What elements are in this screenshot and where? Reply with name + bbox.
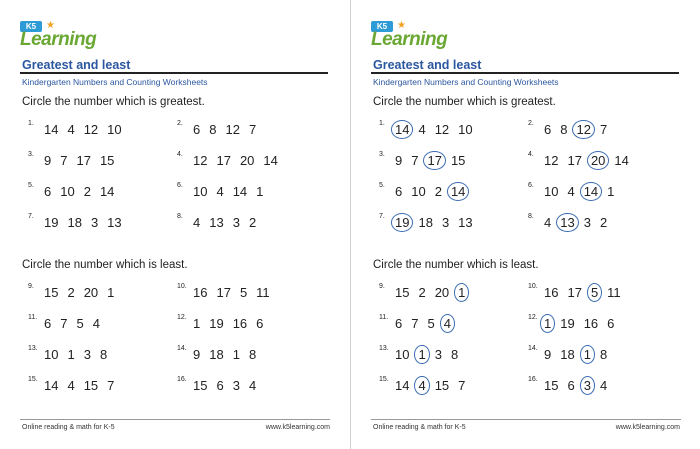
number-option: 5 (76, 316, 84, 331)
number-option: 1 (607, 184, 615, 199)
logo-wordmark: Learning (20, 29, 97, 50)
number-option: 10 (44, 347, 59, 362)
number-option: 6 (544, 122, 552, 137)
number-option: 6 (607, 316, 615, 331)
number-set (44, 347, 116, 362)
worksheet-subtitle: Kindergarten Numbers and Counting Worksheets (22, 77, 208, 87)
number-option: 7 (107, 378, 115, 393)
number-option: 1 (67, 347, 75, 362)
k5-learning-logo (371, 20, 471, 50)
number-option: 15 (450, 153, 466, 168)
footer-website: www.k5learning.com (265, 424, 330, 431)
problem-number: 10. (177, 283, 187, 290)
circled-answer: 19 (391, 213, 413, 232)
problem-number: 16. (528, 376, 538, 383)
number-option: 17 (567, 153, 582, 168)
problem-number: 11. (379, 314, 389, 321)
number-option: 17 (216, 285, 231, 300)
number-option: 9 (44, 153, 52, 168)
number-option: 7 (411, 153, 419, 168)
number-option: 6 (395, 316, 403, 331)
number-option: 5 (239, 285, 248, 300)
circled-answer: 13 (556, 213, 578, 232)
number-option: 7 (248, 122, 257, 137)
number-option: 17 (567, 285, 582, 300)
number-option: 4 (599, 378, 608, 393)
footer-tagline: Online reading & math for K-5 (22, 424, 115, 431)
number-set (544, 184, 623, 201)
problem-number: 12. (177, 314, 187, 321)
number-set (544, 285, 630, 302)
number-option: 18 (560, 347, 575, 362)
worksheet-title: Greatest and least (373, 58, 482, 72)
problem-number: 5. (28, 182, 34, 189)
problem-number: 8. (528, 213, 534, 220)
number-option: 15 (99, 153, 115, 168)
number-option: 17 (216, 153, 231, 168)
number-option: 8 (599, 347, 608, 362)
number-set (395, 153, 474, 170)
number-set (44, 316, 109, 331)
star-icon: ★ (46, 20, 55, 31)
number-option: 6 (44, 316, 52, 331)
number-option: 6 (567, 378, 575, 393)
circled-answer: 20 (587, 151, 609, 170)
number-option: 14 (614, 153, 629, 168)
number-option: 20 (434, 285, 450, 300)
number-set (193, 153, 287, 168)
number-option: 3 (232, 378, 240, 393)
number-option: 8 (560, 122, 568, 137)
number-option: 16 (232, 316, 248, 331)
problem-number: 10. (528, 283, 538, 290)
number-option: 10 (60, 184, 75, 199)
number-option: 4 (248, 378, 257, 393)
instruction-least: Circle the number which is least. (373, 259, 539, 271)
problem-number: 2. (528, 120, 534, 127)
problem-number: 14. (177, 345, 187, 352)
number-option: 8 (99, 347, 108, 362)
number-option: 20 (83, 285, 99, 300)
number-option: 1 (107, 285, 115, 300)
circled-answer: 12 (572, 120, 594, 139)
number-option: 13 (209, 215, 224, 230)
logo-wordmark: Learning (371, 29, 448, 50)
problem-number: 13. (379, 345, 389, 352)
instruction-least: Circle the number which is least. (22, 259, 188, 271)
number-option: 2 (418, 285, 426, 300)
number-set (44, 153, 123, 168)
number-option: 2 (67, 285, 75, 300)
footer-divider (20, 419, 330, 420)
number-option: 14 (232, 184, 248, 199)
problem-number: 1. (28, 120, 34, 127)
number-option: 4 (567, 184, 575, 199)
number-set (395, 285, 474, 302)
number-option: 15 (193, 378, 208, 393)
problem-number: 13. (28, 345, 38, 352)
number-option: 4 (418, 122, 426, 137)
number-option: 16 (544, 285, 559, 300)
number-set (44, 122, 131, 137)
number-option: 3 (583, 215, 591, 230)
title-divider (20, 72, 328, 74)
problem-number: 15. (28, 376, 38, 383)
number-set (193, 347, 265, 362)
circled-answer: 5 (587, 283, 602, 302)
number-option: 4 (67, 378, 75, 393)
problem-number: 9. (379, 283, 385, 290)
circled-answer: 1 (414, 345, 429, 364)
number-option: 9 (544, 347, 552, 362)
number-option: 6 (216, 378, 224, 393)
number-option: 5 (427, 316, 435, 331)
number-option: 10 (107, 122, 122, 137)
number-option: 16 (583, 316, 599, 331)
number-option: 8 (450, 347, 459, 362)
number-option: 6 (256, 316, 264, 331)
number-option: 4 (544, 215, 552, 230)
number-option: 19 (209, 316, 224, 331)
number-option: 3 (90, 215, 99, 230)
number-option: 7 (60, 153, 68, 168)
problem-number: 8. (177, 213, 183, 220)
number-option: 12 (83, 122, 99, 137)
problem-number: 12. (528, 314, 538, 321)
number-set (395, 316, 460, 333)
problem-number: 1. (379, 120, 385, 127)
circled-answer: 17 (423, 151, 445, 170)
number-option: 14 (44, 122, 59, 137)
number-set (395, 378, 474, 395)
number-option: 3 (232, 215, 240, 230)
number-set (44, 215, 131, 230)
problem-number: 3. (379, 151, 385, 158)
number-option: 12 (193, 153, 208, 168)
footer-tagline: Online reading & math for K-5 (373, 424, 466, 431)
number-option: 15 (83, 378, 99, 393)
number-option: 15 (544, 378, 559, 393)
number-option: 9 (193, 347, 201, 362)
number-set (193, 215, 265, 230)
number-option: 18 (418, 215, 433, 230)
worksheet-subtitle: Kindergarten Numbers and Counting Worksheets (373, 77, 559, 87)
logo-badge: K5 (371, 21, 393, 32)
number-option: 18 (209, 347, 224, 362)
number-set (395, 122, 482, 139)
number-option: 8 (209, 122, 217, 137)
number-option: 17 (76, 153, 91, 168)
number-option: 19 (560, 316, 575, 331)
number-option: 12 (434, 122, 450, 137)
circled-answer: 1 (454, 283, 469, 302)
number-option: 3 (434, 347, 442, 362)
number-option: 10 (458, 122, 473, 137)
footer-divider (371, 419, 681, 420)
worksheet-title: Greatest and least (22, 58, 131, 72)
circled-answer: 14 (447, 182, 469, 201)
star-icon: ★ (397, 20, 406, 31)
number-option: 1 (256, 184, 264, 199)
circled-answer: 1 (540, 314, 555, 333)
problem-number: 2. (177, 120, 183, 127)
number-set (544, 316, 623, 333)
number-option: 11 (607, 285, 621, 300)
logo-badge: K5 (20, 21, 42, 32)
number-option: 18 (67, 215, 82, 230)
number-set (193, 316, 272, 331)
problem-number: 4. (177, 151, 183, 158)
number-option: 19 (44, 215, 59, 230)
number-option: 1 (232, 347, 240, 362)
number-set (193, 285, 279, 300)
number-option: 7 (60, 316, 68, 331)
number-option: 11 (256, 285, 270, 300)
instruction-greatest: Circle the number which is greatest. (22, 96, 205, 108)
number-set (544, 153, 638, 170)
number-set (544, 122, 616, 139)
number-option: 10 (544, 184, 559, 199)
problem-number: 6. (528, 182, 534, 189)
number-option: 2 (248, 215, 257, 230)
number-option: 10 (193, 184, 208, 199)
number-option: 9 (395, 153, 403, 168)
number-option: 10 (411, 184, 426, 199)
number-set (44, 285, 123, 300)
number-option: 2 (599, 215, 608, 230)
instruction-greatest: Circle the number which is greatest. (373, 96, 556, 108)
number-option: 15 (434, 378, 450, 393)
number-option: 13 (107, 215, 122, 230)
problem-number: 7. (379, 213, 385, 220)
number-set (395, 184, 474, 201)
number-option: 3 (441, 215, 450, 230)
number-option: 8 (248, 347, 257, 362)
circled-answer: 3 (580, 376, 595, 395)
number-set (193, 122, 265, 137)
number-option: 14 (99, 184, 115, 199)
problem-number: 6. (177, 182, 183, 189)
number-option: 7 (599, 122, 608, 137)
number-option: 14 (263, 153, 278, 168)
number-set (544, 347, 616, 364)
circled-answer: 14 (580, 182, 602, 201)
problem-number: 7. (28, 213, 34, 220)
number-set (193, 184, 272, 199)
problem-number: 9. (28, 283, 34, 290)
number-option: 13 (458, 215, 473, 230)
number-option: 1 (193, 316, 201, 331)
number-option: 15 (395, 285, 410, 300)
circled-answer: 4 (414, 376, 429, 395)
problem-number: 14. (528, 345, 538, 352)
number-set (395, 347, 467, 364)
number-set (395, 215, 482, 232)
footer-website: www.k5learning.com (615, 424, 680, 431)
number-option: 6 (395, 184, 403, 199)
number-set (44, 378, 123, 393)
number-option: 7 (411, 316, 419, 331)
answer-key-page (350, 0, 700, 449)
number-set (193, 378, 265, 393)
circled-answer: 1 (580, 345, 595, 364)
number-option: 3 (83, 347, 91, 362)
number-option: 6 (44, 184, 52, 199)
number-option: 7 (458, 378, 466, 393)
number-option: 14 (395, 378, 410, 393)
number-option: 16 (193, 285, 208, 300)
problem-number: 3. (28, 151, 34, 158)
circled-answer: 14 (391, 120, 413, 139)
number-option: 4 (67, 122, 75, 137)
number-option: 2 (434, 184, 442, 199)
number-option: 14 (44, 378, 59, 393)
circled-answer: 4 (440, 314, 455, 333)
number-set (544, 378, 616, 395)
problem-number: 15. (379, 376, 389, 383)
number-set (544, 215, 616, 232)
problem-number: 16. (177, 376, 187, 383)
number-set (44, 184, 123, 199)
problem-number: 11. (28, 314, 38, 321)
number-option: 4 (193, 215, 201, 230)
number-option: 4 (216, 184, 224, 199)
title-divider (371, 72, 679, 74)
number-option: 6 (193, 122, 201, 137)
number-option: 12 (544, 153, 559, 168)
problem-number: 5. (379, 182, 385, 189)
number-option: 15 (44, 285, 59, 300)
k5-learning-logo (20, 20, 120, 50)
number-option: 20 (239, 153, 255, 168)
number-option: 2 (83, 184, 91, 199)
problem-number: 4. (528, 151, 534, 158)
number-option: 4 (92, 316, 100, 331)
number-option: 12 (225, 122, 240, 137)
number-option: 10 (395, 347, 410, 362)
